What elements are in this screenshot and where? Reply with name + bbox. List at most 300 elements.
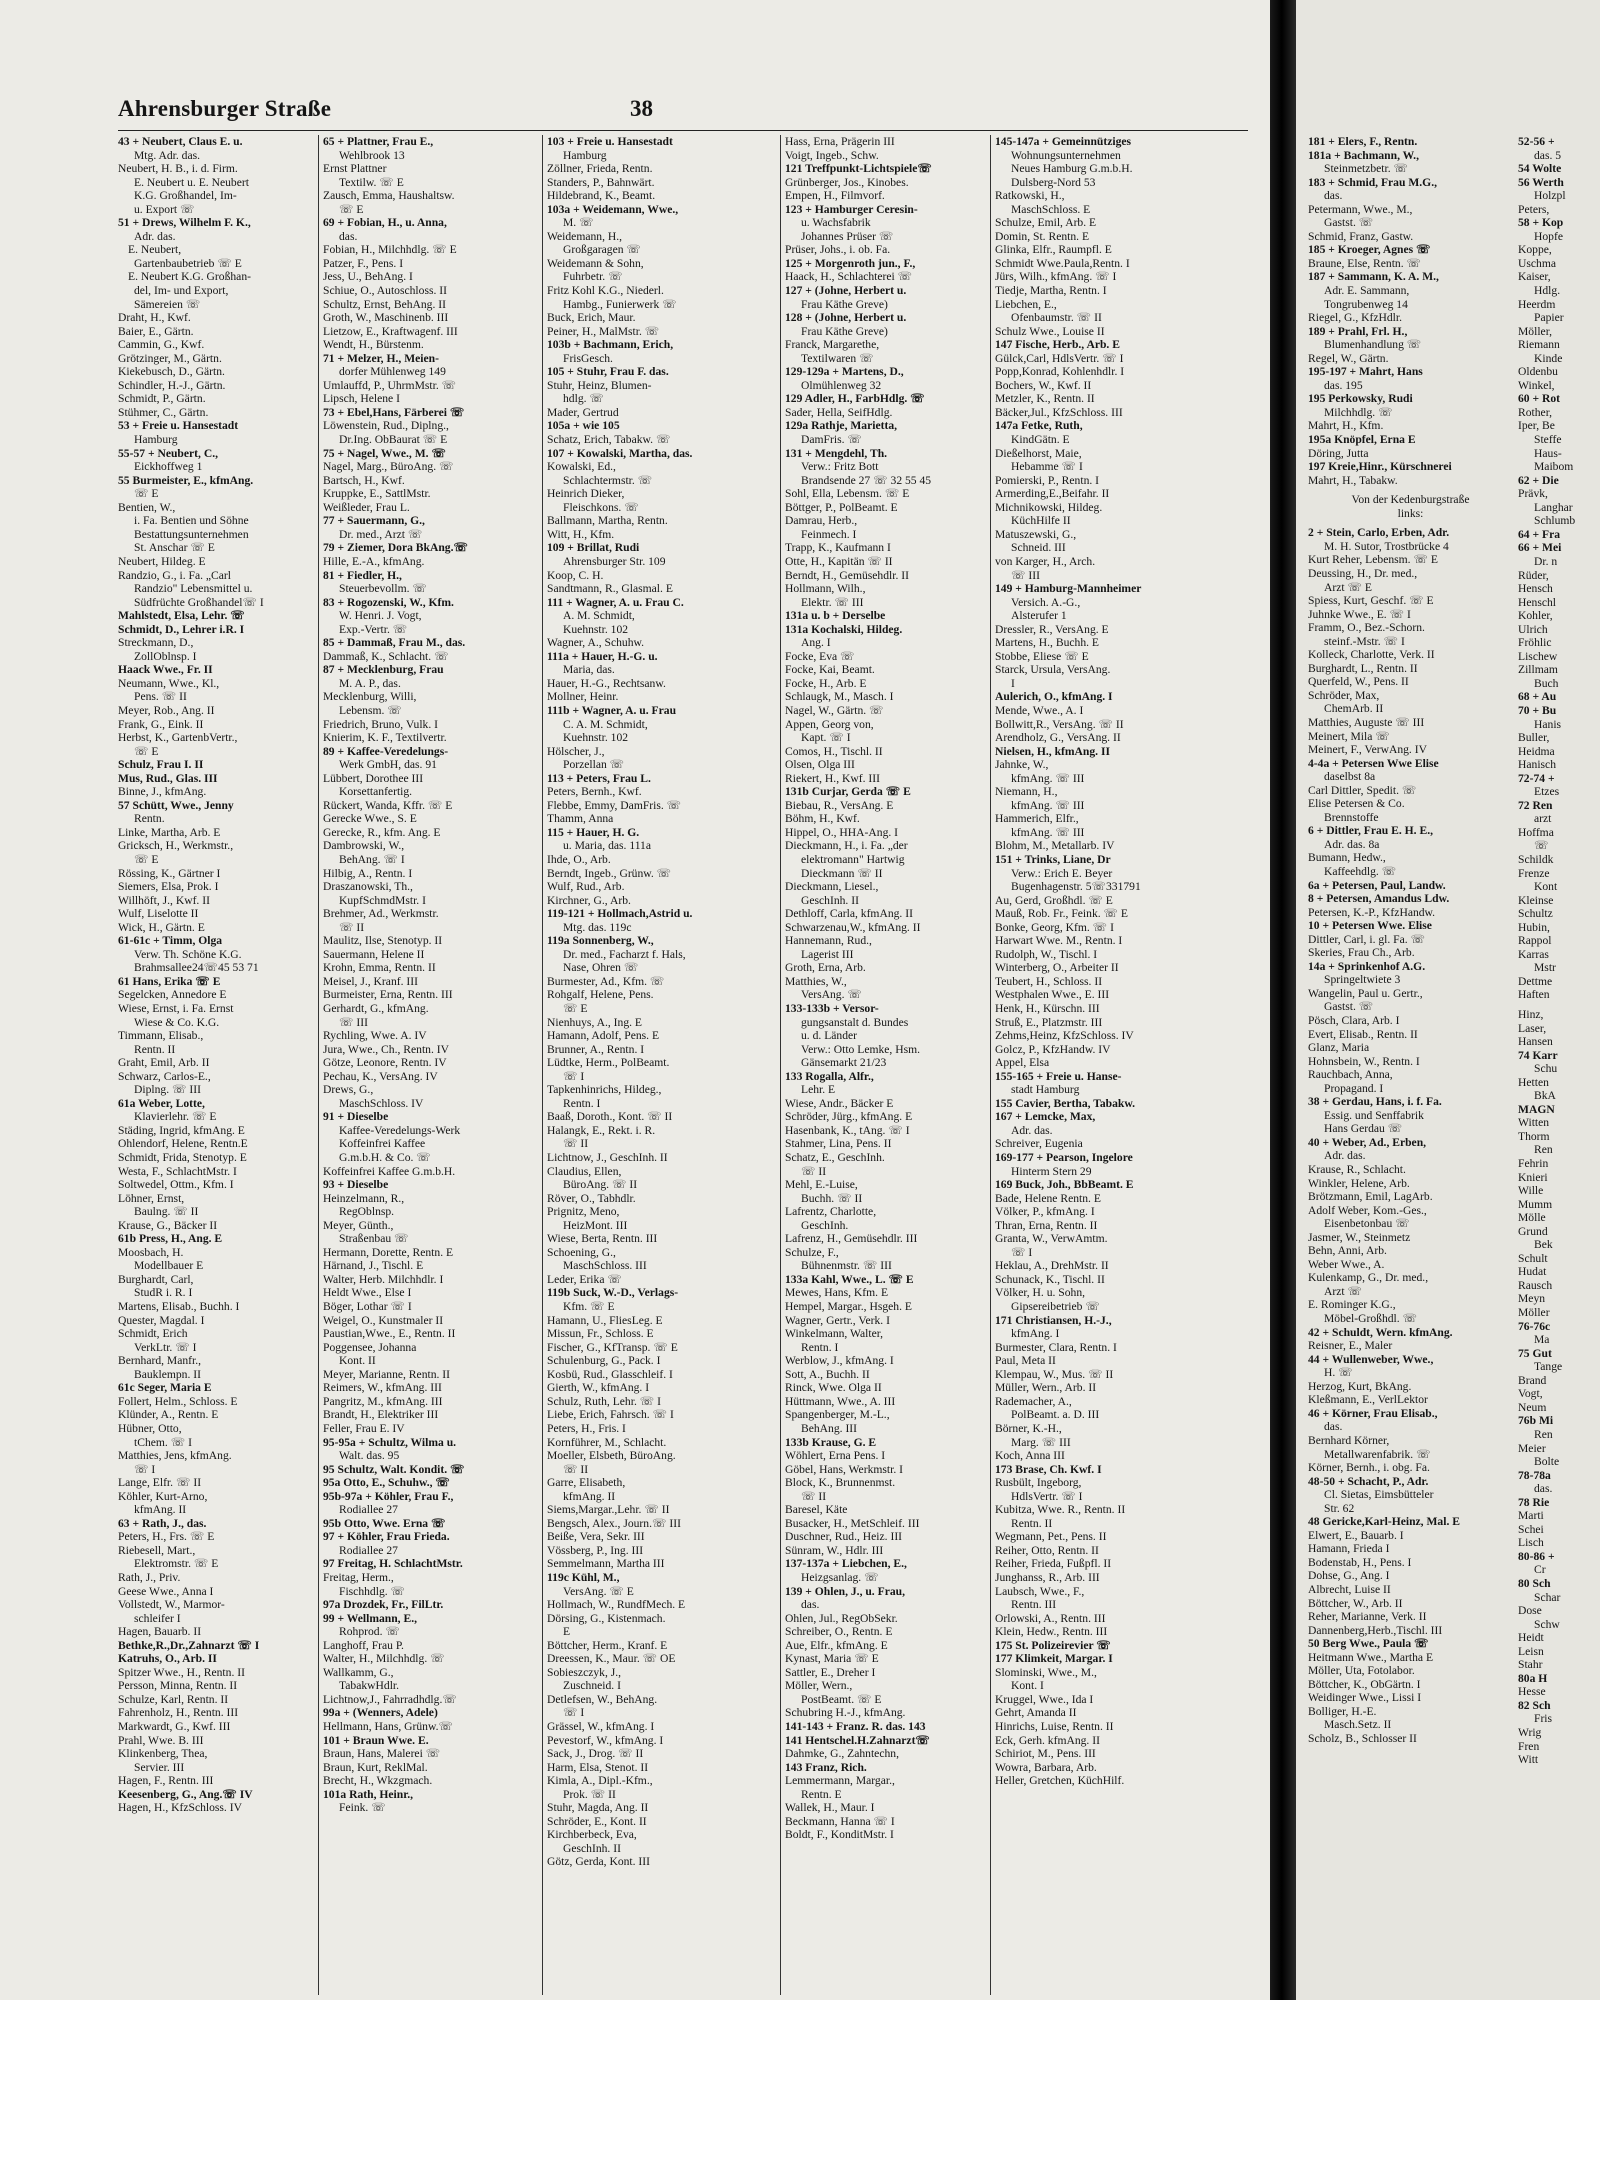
directory-entry: Gierth, W., kfmAng. I — [547, 1381, 650, 1395]
directory-entry: Neumann, Wwe., Kl., — [118, 676, 220, 690]
directory-entry: 83 + Rogozenski, W., Kfm. — [323, 595, 454, 609]
directory-entry: stadt Hamburg — [1011, 1083, 1080, 1097]
directory-entry: Maria, das. — [563, 663, 615, 677]
directory-entry: Voigt, Ingeb., Schw. — [785, 148, 879, 162]
directory-entry: Schreiver, Eugenia — [995, 1137, 1083, 1151]
directory-entry: Rentn. — [134, 812, 165, 826]
directory-entry: das. 5 — [1534, 148, 1562, 162]
directory-entry: Tongrubenweg 14 — [1324, 297, 1408, 311]
directory-entry: Regel, W., Gärtn. — [1308, 351, 1389, 365]
directory-entry: Prahl, Wwe. B. III — [118, 1733, 204, 1747]
directory-entry: Schult — [1518, 1251, 1548, 1265]
directory-entry: Hetten — [1518, 1075, 1549, 1089]
directory-entry: Böttcher, K., ObGärtn. I — [1308, 1677, 1421, 1691]
directory-entry: Freitag, Herm., — [323, 1570, 394, 1584]
directory-entry: Johannes Prüser ☏ — [801, 229, 894, 243]
directory-entry: HeizMont. III — [563, 1218, 628, 1232]
directory-entry: Sattler, E., Dreher I — [785, 1665, 876, 1679]
directory-entry: Riemann — [1518, 338, 1560, 352]
directory-entry: Diplng. ☏ III — [134, 1083, 201, 1097]
directory-entry: Burmester, Clara, Rentn. I — [995, 1340, 1117, 1354]
directory-entry: Wagner, A., Schuhw. — [547, 636, 645, 650]
directory-entry: Arendholz, G., VersAng. II — [995, 731, 1121, 745]
directory-entry: Granta, W., VerwAmtm. — [995, 1232, 1108, 1246]
directory-entry: Wagner, Gertr., Verk. I — [785, 1313, 890, 1327]
directory-entry: 89 + Kaffee-Veredelungs- — [323, 744, 449, 758]
directory-entry: Exp.-Vertr. ☏ — [339, 622, 408, 636]
directory-entry: Arzt ☏ E — [1324, 580, 1372, 594]
directory-entry: Braun, Hans, Malerei ☏ — [323, 1747, 441, 1761]
directory-entry: Ren — [1534, 1143, 1553, 1157]
directory-entry: Thamm, Anna — [547, 812, 614, 826]
header-rule — [118, 130, 1248, 131]
directory-entry: St. Anschar ☏ E — [134, 541, 215, 555]
directory-entry: Löwenstein, Rud., Diplng., — [323, 419, 449, 433]
directory-entry: Hempel, Margar., Hsgeh. E — [785, 1300, 912, 1314]
directory-entry: Lebensm. ☏ — [339, 703, 402, 717]
directory-entry: Verw.: Otto Lemke, Hsm. — [801, 1042, 921, 1056]
directory-entry: Witten — [1518, 1116, 1550, 1130]
directory-entry: Rentn. III — [1011, 1598, 1057, 1612]
directory-entry: Riegel, G., KfzHdlr. — [1308, 311, 1403, 325]
directory-entry: Zöllner, Frieda, Rentn. — [547, 162, 653, 176]
directory-entry: kfmAng. II — [563, 1489, 616, 1503]
directory-entry: dorfer Mühlenweg 149 — [339, 365, 446, 379]
directory-entry: Prävk, — [1518, 487, 1548, 501]
directory-entry: Teubert, H., Schloss. II — [995, 974, 1103, 988]
directory-entry: Hinz, — [1518, 1008, 1544, 1021]
directory-entry: Kaffee-Veredelungs-Werk — [339, 1123, 461, 1137]
directory-entry: Dieckmann ☏ II — [801, 866, 883, 880]
directory-entry: Schubring H.-J., kfmAng. — [785, 1706, 906, 1720]
directory-entry: Lafrentz, Charlotte, — [785, 1205, 877, 1219]
directory-entry: Umlauffd, P., UhrmMstr. ☏ — [323, 378, 457, 392]
directory-entry: I — [1011, 676, 1015, 690]
directory-entry: Schmidt, Frida, Stenotyp. E — [118, 1151, 247, 1165]
directory-entry: 111a + Hauer, H.-G. u. — [547, 649, 658, 663]
directory-entry: BüroAng. ☏ II — [563, 1178, 638, 1192]
directory-entry: 46 + Körner, Frau Elisab., — [1308, 1406, 1438, 1420]
directory-entry: Witt — [1518, 1753, 1539, 1767]
directory-entry: Rentn. I — [801, 1340, 839, 1354]
directory-entry: Feink. ☏ — [339, 1801, 386, 1815]
directory-entry: Berndt, Ingeb., Grünw. ☏ — [547, 866, 672, 880]
directory-entry: Rychling, Wwe. A. IV — [323, 1029, 427, 1043]
directory-entry: Lübbert, Dorothee III — [323, 771, 424, 785]
directory-entry: Heldt Wwe., Else I — [323, 1286, 412, 1300]
directory-entry: 167 + Lemcke, Max, — [995, 1110, 1096, 1124]
directory-entry: Hille, E.-A., kfmAng. — [323, 554, 425, 568]
directory-entry: Grässel, W., kfmAng. I — [547, 1719, 655, 1733]
directory-entry: Quester, Magdal. I — [118, 1313, 205, 1327]
directory-column-5 — [990, 135, 1231, 1995]
directory-entry: Binne, J., kfmAng. — [118, 785, 207, 799]
directory-entry: Weidemann & Sohn, — [547, 256, 644, 270]
directory-entry: 111b + Wagner, A. u. Frau — [547, 703, 677, 717]
directory-entry: 119-121 + Hollmach,Astrid u. — [547, 907, 693, 921]
directory-entry: Mewes, Hans, Kfm. E — [785, 1286, 889, 1300]
directory-entry: Popp,Konrad, Kohlenhdlr. I — [995, 365, 1125, 379]
directory-entry: 68 + Au — [1518, 690, 1557, 704]
directory-entry: Tapkenhinrichs, Hildeg., — [547, 1083, 662, 1097]
directory-entry: ☏ — [1534, 839, 1549, 853]
directory-entry: das. — [1324, 1420, 1343, 1434]
directory-entry: kfmAng. ☏ III — [1011, 798, 1085, 812]
directory-entry: Korsettanfertig. — [339, 785, 413, 799]
directory-entry: Markwardt, G., Kwf. III — [118, 1719, 231, 1733]
directory-entry: Rodiallee 27 — [339, 1543, 398, 1557]
directory-entry: Langhar — [1534, 500, 1573, 514]
directory-entry: Mende, Wwe., A. I — [995, 703, 1084, 717]
directory-entry: MAGN — [1518, 1102, 1555, 1116]
directory-entry: Rauchbach, Anna, — [1308, 1068, 1393, 1082]
directory-entry: Wohnungsunternehmen — [1011, 148, 1121, 162]
directory-entry: Hesse — [1518, 1685, 1546, 1699]
directory-entry: Winkler, Helene, Arb. — [1308, 1176, 1410, 1190]
directory-entry: Brötzmann, Emil, LagArb. — [1308, 1190, 1433, 1204]
directory-entry: Bestattungsunternehmen — [134, 527, 249, 541]
directory-entry: 78 Rie — [1518, 1495, 1550, 1509]
directory-entry: ☏ II — [801, 1164, 827, 1178]
directory-entry: Rentn. E — [801, 1787, 842, 1801]
directory-entry: ☏ I — [134, 1462, 156, 1476]
directory-entry: Soltwedel, Ottm., Kfm. I — [118, 1178, 234, 1192]
directory-entry: Kleinse — [1518, 893, 1554, 907]
directory-entry: Bollwitt,R., VersAng. ☏ II — [995, 717, 1124, 731]
directory-entry: Bühnenmstr. ☏ III — [801, 1259, 892, 1273]
directory-entry: Stuhr, Heinz, Blumen- — [547, 378, 652, 392]
directory-entry: ☏ III — [339, 1015, 368, 1029]
directory-entry: 131b Curjar, Gerda ☏ E — [785, 785, 911, 799]
directory-entry: 181a + Bachmann, W., — [1308, 148, 1419, 162]
directory-entry: Schulz, Frau I. II — [118, 758, 204, 772]
directory-entry: Hasenbank, K., tAng. ☏ I — [785, 1123, 910, 1137]
directory-entry: 129 Adler, H., FarbHdlg. ☏ — [785, 392, 925, 406]
directory-entry: daselbst 8a — [1324, 770, 1376, 784]
directory-entry: Elektr. ☏ III — [801, 595, 864, 609]
directory-entry: i. Fa. Bentien und Söhne — [134, 514, 249, 528]
directory-entry: schleifer I — [134, 1611, 181, 1625]
directory-entry: Otte, H., Kapitän ☏ II — [785, 554, 893, 568]
directory-entry: Gricksch, H., Werkmstr., — [118, 839, 234, 853]
directory-entry: Reimers, W., kfmAng. III — [323, 1381, 442, 1395]
directory-entry: Vössberg, P., Ing. III — [547, 1543, 644, 1557]
directory-entry: Kosbü, Rud., Glasschleif. I — [547, 1367, 673, 1381]
directory-entry: Hölscher, J., — [547, 744, 605, 758]
directory-entry: Petermann, Wwe., M., — [1308, 202, 1413, 216]
directory-entry: 52-56 + — [1518, 135, 1555, 148]
directory-entry: Hinrichs, Luise, Rentn. II — [995, 1719, 1114, 1733]
directory-entry: 95a Otto, E., Schuhw., ☏ — [323, 1476, 450, 1490]
directory-entry: MaschSchloss. IV — [339, 1096, 424, 1110]
directory-entry: Dr. med., Facharzt f. Hals, — [563, 947, 686, 961]
directory-entry: Neubert, Hildeg. E — [118, 554, 206, 568]
directory-entry: BkA — [1534, 1089, 1556, 1103]
directory-entry: Schw — [1534, 1617, 1560, 1631]
directory-entry: GeschInh. II — [801, 893, 859, 907]
directory-entry: Sader, Hella, SeifHdlg. — [785, 405, 893, 419]
directory-entry: Dambrowski, W., — [323, 839, 405, 853]
directory-entry: Köhler, Kurt-Arno, — [118, 1489, 208, 1503]
directory-entry: Prüser, Johs., i. ob. Fa. — [785, 243, 891, 257]
directory-entry: Textilw. ☏ E — [339, 175, 404, 189]
directory-entry: Hauer, H.-G., Rechtsanw. — [547, 676, 666, 690]
directory-entry: das. — [339, 229, 358, 243]
directory-entry: Dannenberg,Herb.,Tischl. III — [1308, 1623, 1443, 1637]
directory-entry: Werk GmbH, das. 91 — [339, 758, 437, 772]
directory-entry: Petersen, K.-P., KfzHandw. — [1308, 905, 1436, 919]
directory-entry: 55-57 + Neubert, C., — [118, 446, 218, 460]
directory-entry: Kont. II — [339, 1354, 376, 1368]
directory-column-6 — [1304, 135, 1513, 1995]
directory-entry: Sohl, Ella, Lebensm. ☏ E — [785, 487, 910, 501]
directory-entry: Meier — [1518, 1441, 1546, 1455]
directory-entry: Haften — [1518, 988, 1550, 1002]
directory-entry: Ulrich — [1518, 622, 1548, 636]
directory-entry: Schulze, Emil, Arb. E — [995, 216, 1097, 230]
directory-entry: Krause, R., Schlacht. — [1308, 1163, 1406, 1177]
directory-entry: Grund — [1518, 1224, 1548, 1238]
directory-entry: Kfm. ☏ E — [563, 1300, 615, 1314]
directory-entry: 87 + Mecklenburg, Frau — [323, 663, 444, 677]
directory-entry: Langhoff, Frau P. — [323, 1638, 404, 1652]
directory-entry: Blumenhandlung ☏ — [1324, 338, 1422, 352]
directory-entry: Rohgalf, Helene, Pens. — [547, 988, 654, 1002]
directory-entry: 99a + (Wenners, Adele) — [323, 1706, 438, 1720]
directory-entry: Hansen — [1518, 1035, 1553, 1049]
directory-entry: Bumann, Hedw., — [1308, 851, 1386, 865]
directory-entry: Heinzelmann, R., — [323, 1191, 405, 1205]
directory-entry: 195a Knöpfel, Erna E — [1308, 433, 1416, 447]
directory-entry: Carl Dittler, Spedit. ☏ — [1308, 783, 1417, 797]
directory-entry: Bek — [1534, 1238, 1553, 1252]
directory-entry: PostBeamt. ☏ E — [801, 1692, 882, 1706]
directory-entry: 97a Drozdek, Fr., FilLtr. — [323, 1598, 444, 1612]
directory-entry: Reisner, E., Maler — [1308, 1339, 1393, 1353]
directory-entry: Peters, H., Frs. ☏ E — [118, 1530, 215, 1544]
directory-entry: Iper, Be — [1518, 419, 1555, 433]
directory-entry: Heller, Gretchen, KüchHilf. — [995, 1774, 1125, 1788]
directory-entry: Hubin, — [1518, 920, 1550, 934]
directory-entry: Buck, Erich, Maur. — [547, 311, 636, 325]
directory-entry: 137-137a + Liebchen, E., — [785, 1557, 907, 1571]
directory-entry: Hanisch — [1518, 758, 1556, 772]
directory-entry: 107 + Kowalski, Martha, das. — [547, 446, 693, 460]
directory-entry: Mumm — [1518, 1197, 1553, 1211]
directory-entry: Heinrich Dieker, — [547, 487, 625, 501]
directory-entry: hdlg. ☏ — [563, 392, 604, 406]
directory-entry: StudR i. R. I — [134, 1286, 193, 1300]
directory-entry: Schröder, E., Kont. II — [547, 1814, 647, 1828]
directory-entry: Sünram, W., Hdlr. III — [785, 1543, 884, 1557]
directory-entry: Wrig — [1518, 1725, 1542, 1739]
directory-entry: Hellmann, Hans, Grünw.☏ — [323, 1719, 453, 1733]
directory-entry: Follert, Helm., Schloss. E — [118, 1394, 238, 1408]
directory-entry: KüchHilfe II — [1011, 514, 1071, 528]
directory-entry: Neum — [1518, 1400, 1547, 1414]
directory-entry: 43 + Neubert, Claus E. u. — [118, 135, 243, 148]
directory-entry: Wegmann, Pet., Pens. II — [995, 1530, 1107, 1544]
directory-entry: 103b + Bachmann, Erich, — [547, 338, 674, 352]
directory-entry: kfmAng. ☏ III — [1011, 825, 1085, 839]
directory-entry: Dohse, G., Ang. I — [1308, 1569, 1390, 1583]
directory-entry: Weißleder, Frau L. — [323, 500, 410, 514]
directory-entry: Rössing, K., Gärtner I — [118, 866, 221, 880]
directory-entry: 147a Fetke, Ruth, — [995, 419, 1083, 433]
directory-entry: Rohprod. ☏ — [339, 1625, 400, 1639]
directory-entry: G.m.b.H. & Co. ☏ — [339, 1151, 431, 1165]
directory-entry: Lüdtke, Herm., PolBeamt. — [547, 1056, 670, 1070]
directory-entry: Rückert, Wanda, Kffr. ☏ E — [323, 798, 453, 812]
directory-entry: Weber Wwe., A. — [1308, 1257, 1385, 1271]
directory-entry: Metzler, K., Rentn. II — [995, 392, 1095, 406]
directory-entry: 69 + Fobian, H., u. Anna, — [323, 216, 447, 230]
directory-entry: Reiher, Otto, Rentn. II — [995, 1543, 1099, 1557]
directory-entry: Brandt, H., Elektriker III — [323, 1408, 439, 1422]
directory-entry: Winkel, — [1518, 378, 1555, 392]
directory-entry: Vollstedt, W., Marmor- — [118, 1598, 225, 1612]
directory-entry: Kont. I — [1011, 1679, 1044, 1693]
directory-entry: Reher, Marianne, Verk. II — [1308, 1610, 1427, 1624]
directory-entry: Pechau, K., VersAng. IV — [323, 1069, 438, 1083]
directory-entry: Westa, F., SchlachtMstr. I — [118, 1164, 237, 1178]
directory-entry: Schlumb — [1534, 514, 1576, 528]
directory-entry: Göbel, Hans, Werkmstr. I — [785, 1462, 903, 1476]
directory-entry: Brandsende 27 ☏ 32 55 45 — [801, 473, 932, 487]
directory-entry: Berndt, H., Gemüsehdlr. II — [785, 568, 909, 582]
directory-entry: 95b Otto, Wwe. Erna ☏ — [323, 1516, 446, 1530]
directory-entry: Wallkamm, G., — [323, 1665, 394, 1679]
directory-entry: 38 + Gerdau, Hans, i. f. Fa. — [1308, 1095, 1442, 1109]
directory-entry: 6a + Petersen, Paul, Landw. — [1308, 878, 1446, 892]
directory-entry: Hollmach, W., RundfMech. E — [547, 1598, 686, 1612]
directory-entry: 119c Kühl, M., — [547, 1570, 620, 1584]
directory-entry: Meyn — [1518, 1292, 1546, 1306]
directory-entry: Schneid. III — [1011, 541, 1066, 555]
directory-entry: Bengsch, Alex., Journ.☏ III — [547, 1516, 681, 1530]
directory-entry: Weigel, O., Kunstmaler II — [323, 1313, 444, 1327]
directory-entry: Marg. ☏ III — [1011, 1435, 1071, 1449]
directory-entry: Adr. das. — [134, 229, 176, 243]
directory-entry: Mecklenburg, Willi, — [323, 690, 417, 704]
directory-entry: Ernst Plattner — [323, 162, 387, 176]
directory-entry: 155 Cavier, Bertha, Tabakw. — [995, 1096, 1136, 1110]
directory-entry: ☏ I — [1011, 1245, 1033, 1259]
directory-entry: Junghanss, R., Arb. III — [995, 1570, 1100, 1584]
directory-entry: Wangelin, Paul u. Gertr., — [1308, 986, 1423, 1000]
directory-entry: Scholz, B., Schlosser II — [1308, 1731, 1417, 1745]
directory-entry: E — [563, 1625, 571, 1639]
directory-entry: Weidinger Wwe., Lissi I — [1308, 1691, 1422, 1705]
directory-entry: tChem. ☏ I — [134, 1435, 192, 1449]
directory-entry: Oldenbu — [1518, 365, 1558, 379]
directory-entry: Mollner, Heinr. — [547, 690, 619, 704]
directory-entry: 81 + Fiedler, H., — [323, 568, 402, 582]
directory-entry: Haack, H., Schlachterei ☏ — [785, 270, 913, 284]
directory-entry: Jasmer, W., Steinmetz — [1308, 1230, 1411, 1244]
directory-entry: Paustian,Wwe., E., Rentn. II — [323, 1327, 456, 1341]
directory-entry: Lietzow, E., Kraftwagenf. III — [323, 324, 458, 338]
directory-entry: Schwarz, Carlos-E., — [118, 1069, 211, 1083]
directory-entry: Sack, J., Drog. ☏ II — [547, 1747, 644, 1761]
directory-entry: Mader, Gertrud — [547, 405, 619, 419]
directory-entry: Kimla, A., Dipl.-Kfm., — [547, 1774, 653, 1788]
directory-entry: Wiese, Ernst, i. Fa. Ernst — [118, 1002, 234, 1015]
directory-entry: Bodenstab, H., Pens. I — [1308, 1555, 1412, 1569]
directory-entry: H. ☏ — [1324, 1366, 1353, 1380]
directory-entry: Ohlen, Jul., RegObSekr. — [785, 1611, 898, 1625]
directory-entry: Rusbült, Ingeborg, — [995, 1476, 1082, 1490]
directory-entry: Dittler, Carl, i. gl. Fa. ☏ — [1308, 932, 1426, 946]
directory-entry: Versich. A.-G., — [1011, 595, 1081, 609]
directory-entry: Deussing, H., Dr. med., — [1308, 566, 1418, 580]
directory-entry: Brunner, A., Rentn. I — [547, 1042, 645, 1056]
directory-entry: Patzer, F., Pens. I — [323, 256, 404, 270]
directory-entry: 40 + Weber, Ad., Erben, — [1308, 1135, 1427, 1149]
directory-entry: Ren — [1534, 1427, 1553, 1441]
directory-entry: 133-133b + Versor- — [785, 1002, 879, 1015]
directory-entry: 133 Rogalla, Alfr., — [785, 1069, 874, 1083]
directory-entry: 119b Suck, W.-D., Verlags- — [547, 1286, 679, 1300]
directory-entry: ☏ E — [134, 744, 159, 758]
directory-entry: GeschInh. — [801, 1218, 849, 1232]
directory-entry: Kirchberbeck, Eva, — [547, 1828, 637, 1842]
directory-entry: Neues Hamburg G.m.b.H. — [1011, 162, 1133, 176]
directory-entry: Gipsereibetrieb ☏ — [1011, 1300, 1100, 1314]
directory-entry: Bernhard Körner, — [1308, 1433, 1390, 1447]
directory-entry: Hippel, O., HHA-Ang. I — [785, 825, 899, 839]
directory-entry: Flebbe, Emmy, DamFris. ☏ — [547, 798, 682, 812]
directory-entry: Gartenbaubetrieb ☏ E — [134, 256, 242, 270]
directory-entry: Zausch, Emma, Haushaltsw. — [323, 189, 455, 203]
directory-entry: 61a Weber, Lotte, — [118, 1096, 205, 1110]
directory-entry: Rentn. I — [563, 1096, 601, 1110]
directory-entry: 14a + Sprinkenhof A.G. — [1308, 959, 1426, 973]
directory-entry: Lichtnow,J., Fahrradhdlg.☏ — [323, 1692, 457, 1706]
directory-entry: E. Rominger K.G., — [1308, 1298, 1396, 1312]
directory-entry: Beiße, Vera, Sekr. III — [547, 1530, 645, 1544]
directory-entry: links: — [1397, 506, 1424, 520]
directory-entry: 101a Rath, Heinr., — [323, 1787, 414, 1801]
directory-entry: Kiekebusch, D., Gärtn. — [118, 365, 225, 379]
directory-entry: das. 195 — [1324, 378, 1363, 392]
directory-entry: Leder, Erika ☏ — [547, 1272, 622, 1286]
directory-entry: Katruhs, O., Arb. II — [118, 1652, 217, 1666]
directory-entry: Matuszewski, G., — [995, 527, 1077, 541]
directory-entry: Eck, Gerh. kfmAng. II — [995, 1733, 1100, 1747]
directory-entry: Dettme — [1518, 974, 1553, 988]
directory-entry: Baulng. ☏ II — [134, 1205, 199, 1219]
directory-entry: Kleßmann, E., VerlLektor — [1308, 1393, 1428, 1407]
directory-entry: Knieri — [1518, 1170, 1548, 1184]
directory-entry: Eickhoffweg 1 — [134, 460, 203, 474]
directory-entry: Bugenhagenstr. 5☏331791 — [1011, 880, 1141, 894]
directory-entry: Struß, E., Platzmstr. III — [995, 1015, 1103, 1029]
directory-entry: Gülck,Carl, HdlsVertr. ☏ I — [995, 351, 1124, 365]
directory-entry: 123 + Hamburger Ceresin- — [785, 202, 918, 216]
directory-entry: Hans Gerdau ☏ — [1324, 1122, 1403, 1136]
directory-entry: Zillmam — [1518, 663, 1558, 677]
directory-entry: Böttcher, W., Arb. II — [1308, 1596, 1403, 1610]
directory-entry: Kruggel, Wwe., Ida I — [995, 1692, 1094, 1706]
directory-entry: M. ☏ — [563, 216, 594, 230]
directory-entry: Meinert, F., VerwAng. IV — [1308, 743, 1427, 757]
directory-entry: 44 + Wullenweber, Wwe., — [1308, 1352, 1434, 1366]
directory-entry: 128 + (Johne, Herbert u. — [785, 311, 907, 325]
directory-entry: das. — [801, 1598, 820, 1612]
directory-entry: Meyer, Marianne, Rentn. II — [323, 1367, 451, 1381]
directory-entry: Riebesell, Mart., — [118, 1543, 196, 1557]
